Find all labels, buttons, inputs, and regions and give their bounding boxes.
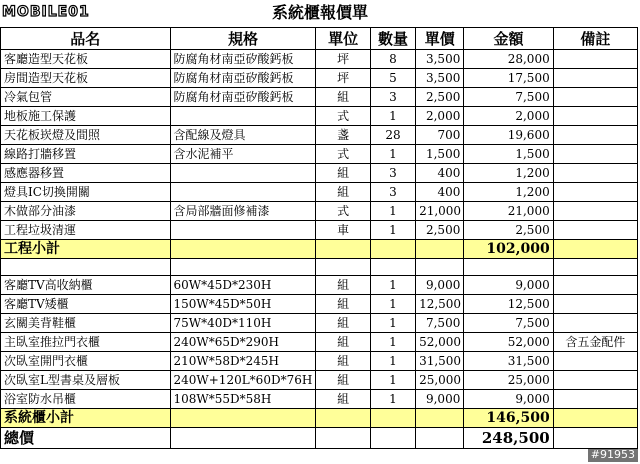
table-row	[1, 164, 638, 183]
item-amount: 9,000	[464, 276, 553, 295]
item-note	[553, 352, 637, 371]
item-qty: 28	[370, 126, 415, 145]
item-name: 線路打牆移置	[1, 145, 171, 164]
subtotal2-label: 系統櫃小計	[1, 409, 171, 428]
item-name: 次臥室開門衣櫃	[1, 352, 171, 371]
item-qty: 1	[370, 145, 415, 164]
item-amount: 31,500	[464, 352, 553, 371]
empty-cell	[316, 259, 370, 276]
item-price: 1,500	[416, 145, 464, 164]
table-row	[1, 88, 638, 107]
subtotal1-row	[1, 240, 638, 259]
item-spec: 防腐角材南亞矽酸鈣板	[170, 50, 316, 69]
empty-cell	[553, 409, 637, 428]
empty-cell	[553, 240, 637, 259]
item-amount: 28,000	[464, 50, 553, 69]
item-unit: 組	[316, 88, 370, 107]
item-price: 2,500	[416, 88, 464, 107]
item-name: 感應器移置	[1, 164, 171, 183]
item-name: 玄關美背鞋櫃	[1, 314, 171, 333]
item-name: 客廳TV矮櫃	[1, 295, 171, 314]
table-row	[1, 276, 638, 295]
item-unit: 盞	[316, 126, 370, 145]
table-row	[1, 333, 638, 352]
item-price: 9,000	[416, 390, 464, 409]
item-amount: 2,000	[464, 107, 553, 126]
empty-cell	[416, 259, 464, 276]
item-name: 客廳TV高收納櫃	[1, 276, 171, 295]
table-row	[1, 202, 638, 221]
table-row	[1, 50, 638, 69]
item-price: 9,000	[416, 276, 464, 295]
item-price: 21,000	[416, 202, 464, 221]
item-amount: 21,000	[464, 202, 553, 221]
header-note: 備註	[553, 28, 637, 50]
item-amount: 9,000	[464, 390, 553, 409]
header-unit: 單位	[316, 28, 370, 50]
empty-cell	[316, 409, 370, 428]
item-spec	[170, 107, 316, 126]
empty-cell	[316, 428, 370, 449]
item-name: 主臥室推拉門衣櫃	[1, 333, 171, 352]
item-qty: 1	[370, 107, 415, 126]
quotation-table	[0, 27, 638, 449]
item-qty: 1	[370, 295, 415, 314]
item-name: 燈具IC切換開關	[1, 183, 171, 202]
empty-cell	[170, 409, 316, 428]
empty-cell	[1, 259, 171, 276]
table-row	[1, 314, 638, 333]
item-qty: 1	[370, 333, 415, 352]
empty-cell	[170, 259, 316, 276]
item-price: 400	[416, 164, 464, 183]
empty-cell	[416, 240, 464, 259]
item-name: 工程垃圾清運	[1, 221, 171, 240]
item-unit: 組	[316, 314, 370, 333]
table-row	[1, 295, 638, 314]
item-unit: 組	[316, 164, 370, 183]
item-note	[553, 371, 637, 390]
item-amount: 7,500	[464, 314, 553, 333]
item-note	[553, 276, 637, 295]
item-amount: 2,500	[464, 221, 553, 240]
item-note	[553, 69, 637, 88]
item-unit: 式	[316, 107, 370, 126]
item-amount: 19,600	[464, 126, 553, 145]
item-qty: 8	[370, 50, 415, 69]
item-amount: 25,000	[464, 371, 553, 390]
table-row	[1, 107, 638, 126]
empty-cell	[553, 259, 637, 276]
item-spec: 150W*45D*50H	[170, 295, 316, 314]
subtotal2-row	[1, 409, 638, 428]
item-note	[553, 314, 637, 333]
empty-cell	[464, 259, 553, 276]
item-unit: 式	[316, 145, 370, 164]
subtotal1-label: 工程小計	[1, 240, 171, 259]
item-unit: 組	[316, 276, 370, 295]
item-unit: 坪	[316, 50, 370, 69]
item-amount: 1,200	[464, 164, 553, 183]
item-amount: 7,500	[464, 88, 553, 107]
item-price: 25,000	[416, 371, 464, 390]
item-qty: 3	[370, 183, 415, 202]
header-name: 品名	[1, 28, 171, 50]
item-name: 地板施工保護	[1, 107, 171, 126]
item-spec: 含配線及燈具	[170, 126, 316, 145]
item-amount: 1,500	[464, 145, 553, 164]
document-title: 系統櫃報價單	[271, 3, 368, 22]
item-unit: 式	[316, 202, 370, 221]
item-price: 2,500	[416, 221, 464, 240]
subtotal2-amount: 146,500	[464, 409, 553, 428]
logo-text: MOBILE01	[2, 4, 90, 20]
item-name: 天花板崁燈及間照	[1, 126, 171, 145]
empty-cell	[553, 428, 637, 449]
table-row	[1, 145, 638, 164]
header-qty: 數量	[370, 28, 415, 50]
item-note	[553, 88, 637, 107]
item-qty: 5	[370, 69, 415, 88]
subtotal1-amount: 102,000	[464, 240, 553, 259]
item-unit: 組	[316, 295, 370, 314]
item-amount: 12,500	[464, 295, 553, 314]
item-unit: 組	[316, 352, 370, 371]
table-row	[1, 221, 638, 240]
item-name: 冷氣包管	[1, 88, 171, 107]
item-name: 木做部分油漆	[1, 202, 171, 221]
header-price: 單價	[416, 28, 464, 50]
item-note	[553, 202, 637, 221]
item-spec: 240W*65D*290H	[170, 333, 316, 352]
empty-cell	[316, 240, 370, 259]
item-spec: 75W*40D*110H	[170, 314, 316, 333]
item-note	[553, 221, 637, 240]
item-spec: 防腐角材南亞矽酸鈣板	[170, 69, 316, 88]
item-qty: 1	[370, 390, 415, 409]
item-spec: 108W*55D*58H	[170, 390, 316, 409]
total-amount: 248,500	[464, 428, 553, 449]
empty-cell	[170, 428, 316, 449]
item-note	[553, 164, 637, 183]
empty-cell	[416, 428, 464, 449]
empty-cell	[370, 409, 415, 428]
item-note	[553, 145, 637, 164]
item-spec: 含局部牆面修補漆	[170, 202, 316, 221]
table-row	[1, 183, 638, 202]
item-qty: 1	[370, 371, 415, 390]
item-spec: 含水泥補平	[170, 145, 316, 164]
item-spec: 防腐角材南亞矽酸鈣板	[170, 88, 316, 107]
item-note	[553, 126, 637, 145]
item-spec: 210W*58D*245H	[170, 352, 316, 371]
item-unit: 組	[316, 183, 370, 202]
item-qty: 1	[370, 314, 415, 333]
table-row	[1, 352, 638, 371]
empty-cell	[170, 240, 316, 259]
item-amount: 1,200	[464, 183, 553, 202]
item-amount: 52,000	[464, 333, 553, 352]
empty-cell	[416, 409, 464, 428]
item-spec	[170, 221, 316, 240]
table-row	[1, 69, 638, 88]
table-row	[1, 126, 638, 145]
item-price: 31,500	[416, 352, 464, 371]
item-unit: 組	[316, 333, 370, 352]
empty-cell	[370, 428, 415, 449]
item-price: 700	[416, 126, 464, 145]
item-note	[553, 295, 637, 314]
item-unit: 車	[316, 221, 370, 240]
item-note: 含五金配件	[553, 333, 637, 352]
item-price: 400	[416, 183, 464, 202]
empty-cell	[370, 259, 415, 276]
empty-cell	[370, 240, 415, 259]
total-label: 總價	[1, 428, 171, 449]
item-price: 3,500	[416, 69, 464, 88]
item-price: 2,000	[416, 107, 464, 126]
item-price: 52,000	[416, 333, 464, 352]
item-qty: 3	[370, 88, 415, 107]
item-qty: 1	[370, 352, 415, 371]
item-spec	[170, 183, 316, 202]
watermark: #91953	[588, 448, 638, 462]
item-unit: 組	[316, 371, 370, 390]
item-note	[553, 50, 637, 69]
item-unit: 組	[316, 390, 370, 409]
total-row	[1, 428, 638, 449]
item-name: 客廳造型天花板	[1, 50, 171, 69]
item-price: 3,500	[416, 50, 464, 69]
item-price: 7,500	[416, 314, 464, 333]
item-name: 浴室防水吊櫃	[1, 390, 171, 409]
item-name: 房間造型天花板	[1, 69, 171, 88]
item-note	[553, 183, 637, 202]
table-row	[1, 390, 638, 409]
item-note	[553, 107, 637, 126]
item-note	[553, 390, 637, 409]
header-amount: 金額	[464, 28, 553, 50]
item-unit: 坪	[316, 69, 370, 88]
header-spec: 規格	[170, 28, 316, 50]
item-amount: 17,500	[464, 69, 553, 88]
header-row	[1, 28, 638, 50]
item-qty: 1	[370, 276, 415, 295]
item-spec: 60W*45D*230H	[170, 276, 316, 295]
item-qty: 3	[370, 164, 415, 183]
item-price: 12,500	[416, 295, 464, 314]
item-spec: 240W+120L*60D*76H	[170, 371, 316, 390]
item-qty: 1	[370, 221, 415, 240]
table-row	[1, 371, 638, 390]
item-name: 次臥室L型書桌及層板	[1, 371, 171, 390]
blank-row	[1, 259, 638, 276]
item-qty: 1	[370, 202, 415, 221]
item-spec	[170, 164, 316, 183]
